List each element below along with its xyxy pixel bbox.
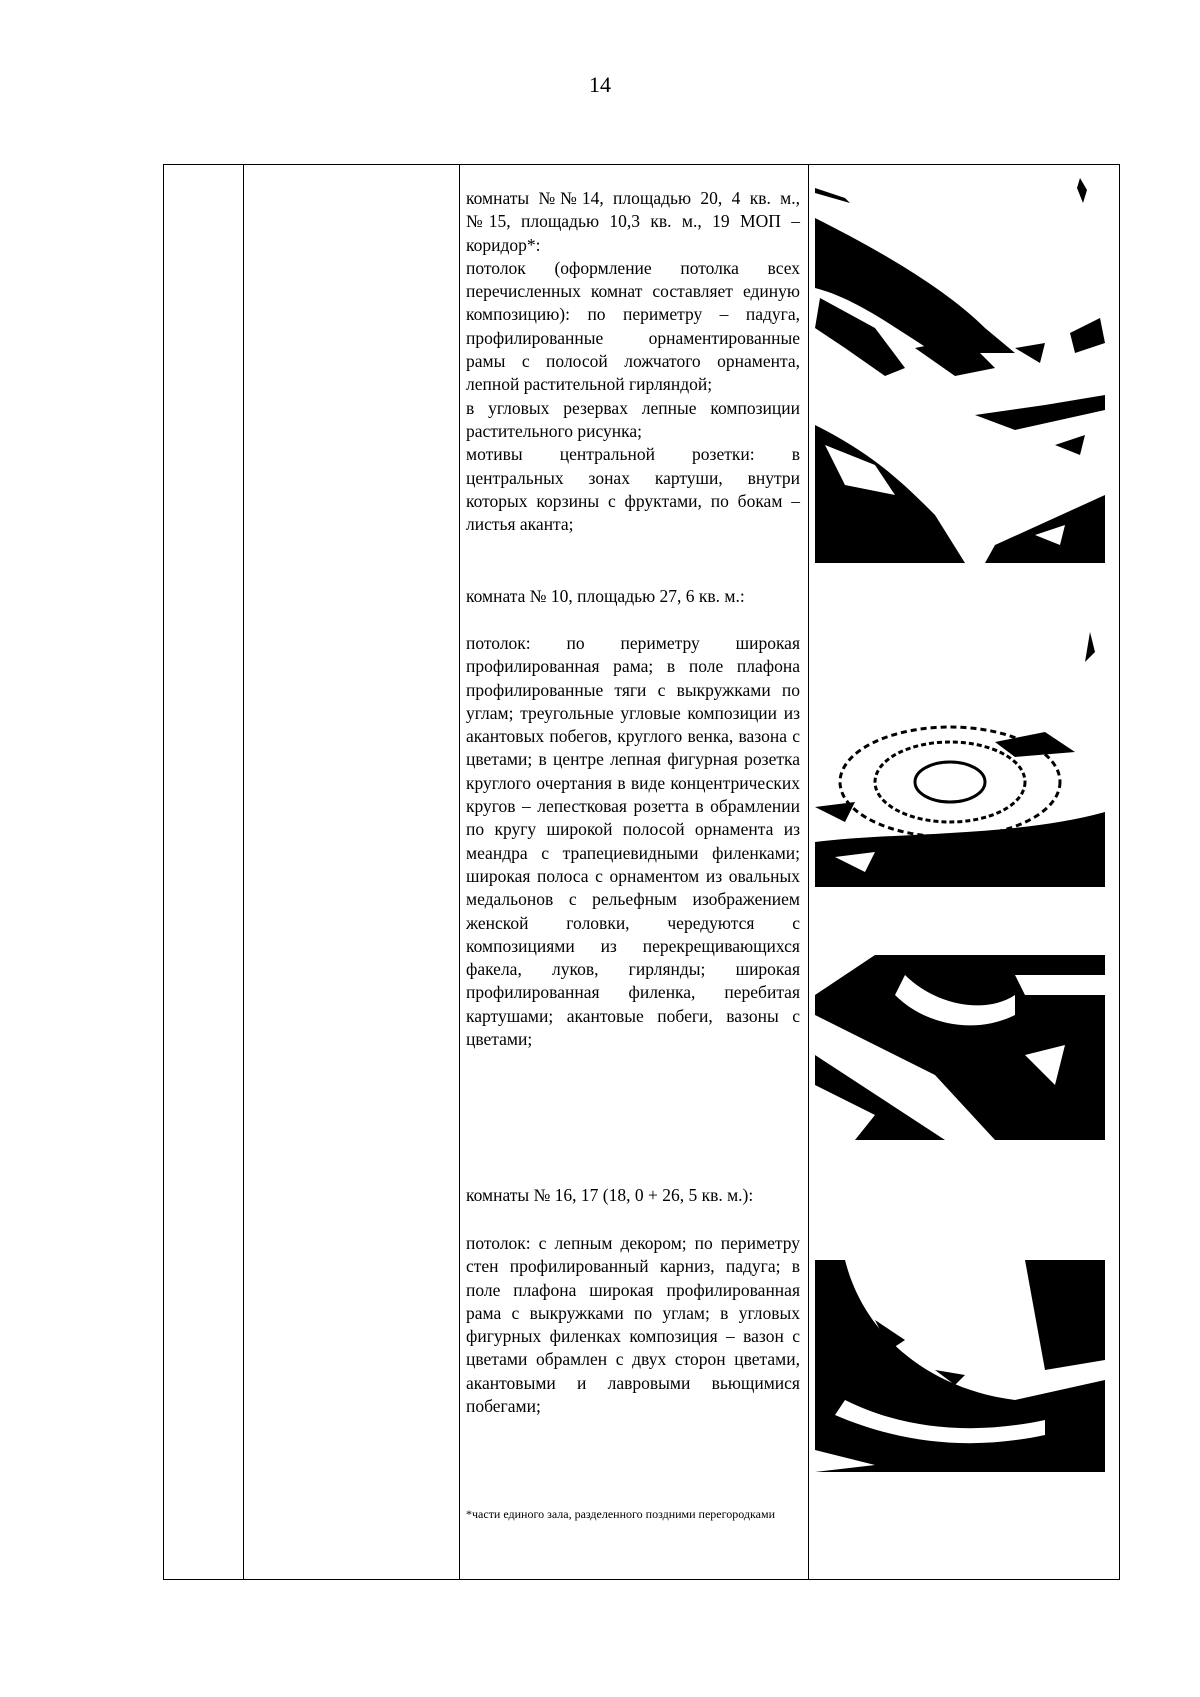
ceiling-photo-3 bbox=[815, 632, 1105, 887]
ceiling-photo-1 bbox=[815, 178, 1105, 376]
ceiling-photo-2 bbox=[815, 385, 1105, 563]
description-paragraph: комнаты № 16, 17 (18, 0 + 26, 5 кв. м.): bbox=[466, 1185, 754, 1205]
description-paragraph: мотивы центральной розетки: в центральных зонах картуши, внутри которых корзины с фруктами, по бокам – листья аканта; bbox=[466, 444, 800, 535]
description-paragraph: комната № 10, площадью 27, 6 кв. м.: bbox=[466, 586, 745, 606]
description-paragraph: комнаты №№14, площадью 20, 4 кв. м., №15, площадью 10,3 кв. м., 19 МОП – коридор*: bbox=[466, 188, 800, 255]
description-paragraph: в угловых резервах лепные композиции растительного рисунка; bbox=[466, 397, 800, 441]
description-heading-rooms-16-17 bbox=[466, 1184, 800, 1207]
footnote bbox=[466, 1507, 800, 1522]
description-block-rooms-16-17 bbox=[466, 1232, 800, 1418]
footnote-text: *части единого зала, разделенного поздними перегородками bbox=[466, 1507, 775, 1521]
ceiling-photo-4 bbox=[815, 935, 1105, 1140]
page-number: 14 bbox=[589, 72, 611, 97]
description-block-rooms-14-15 bbox=[466, 187, 800, 536]
column-divider bbox=[808, 165, 809, 1579]
column-divider bbox=[459, 165, 460, 1579]
description-paragraph: потолок: с лепным декором; по периметру стен профилированный карниз, падуга; в поле плафона широкая профилированная рама с выкружками по углам; в угловых фигурных филенках композиция – вазон с цветами обрамлен с двух сторон цветами, акантовыми и лавровыми вьющимися побегами; bbox=[466, 1233, 800, 1417]
description-heading-room-10 bbox=[466, 585, 800, 608]
column-divider bbox=[243, 165, 244, 1579]
description-block-room-10 bbox=[466, 632, 800, 1051]
description-paragraph: потолок: по периметру широкая профилированная рама; в поле плафона профилированные тяги с выкружками по углам; треугольные угловые композиции из акантовых побегов, круглого венка, вазона с цветами; в центре лепная фигурная розетка круглого очертания в виде концентрических кругов – лепестковая розетта в обрамлении по кругу широкой полосой орнамента из меандра с трапециевидными филенками; широкая полоса с орнаментом из овальных медальонов с рельефным изображением женской головки, чередуются с композициями из перекрещивающихся факела, луков, гирлянды; широкая профилированная филенка, перебитая картушами; акантовые побеги, вазоны с цветами; bbox=[466, 633, 800, 1050]
ceiling-photo-5 bbox=[815, 1260, 1105, 1472]
description-paragraph: потолок (оформление потолка всех перечисленных комнат составляет единую композицию): по периметру – падуга, профилированные орнаментированные рамы с полосой ложчатого орнамента, лепной растительной гирляндой; bbox=[466, 257, 800, 395]
